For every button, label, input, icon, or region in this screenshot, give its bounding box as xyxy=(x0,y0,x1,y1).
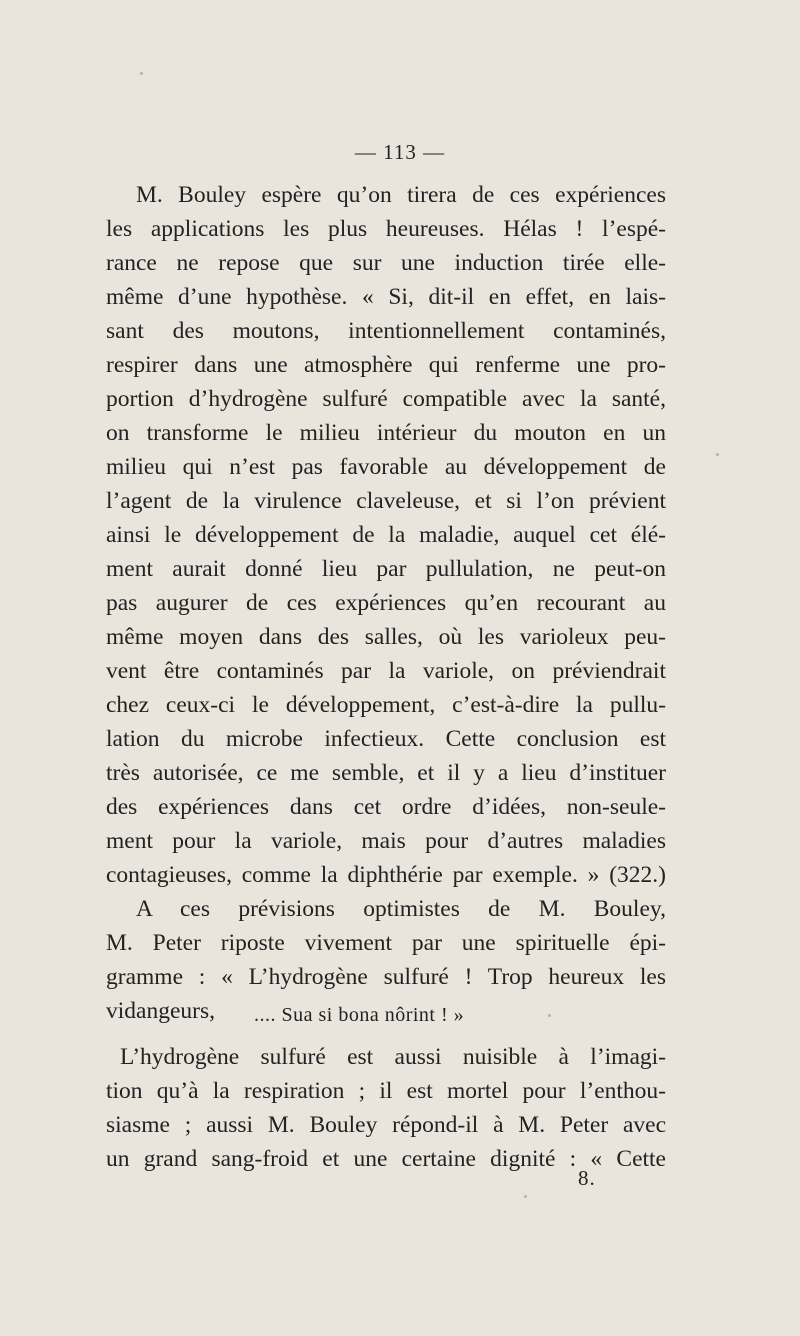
text-line: M. Bouley espère qu’on tirera de ces expériences xyxy=(136,182,666,208)
paper-speck xyxy=(548,1014,551,1017)
text-line: tion qu’à la respiration ; il est mortel pour l’enthou- xyxy=(106,1078,666,1104)
page-number: — 113 — xyxy=(354,140,446,164)
text-line: siasme ; aussi M. Bouley répond-il à M. Peter avec xyxy=(106,1112,666,1138)
text-line: respirer dans une atmosphère qui renferme une pro- xyxy=(106,352,666,378)
text-line: milieu qui n’est pas favorable au développement de xyxy=(106,454,666,480)
text-line: même moyen dans des salles, où les varioleux peu- xyxy=(106,624,666,650)
paper-speck xyxy=(524,1195,527,1198)
text-line: des expériences dans cet ordre d’idées, non-seule- xyxy=(106,794,666,820)
text-line: chez ceux-ci le développement, c’est-à-dire la pullu- xyxy=(106,692,666,718)
text-line: ment aurait donné lieu par pullulation, ne peut-on xyxy=(106,556,666,582)
text-line: vidangeurs, xyxy=(106,998,215,1024)
text-line: on transforme le milieu intérieur du mouton en un xyxy=(106,420,666,446)
text-line: ainsi le développement de la maladie, auquel cet élé- xyxy=(106,522,666,548)
signature-mark: 8. xyxy=(578,1166,596,1190)
text-line: un grand sang-froid et une certaine dignité : « Cette xyxy=(106,1146,666,1172)
text-line: très autorisée, ce me semble, et il y a lieu d’instituer xyxy=(106,760,666,786)
text-line: L’hydrogène sulfuré est aussi nuisible à l’imagi- xyxy=(120,1044,666,1070)
text-line: rance ne repose que sur une induction tirée elle- xyxy=(106,250,666,276)
text-line: A ces prévisions optimistes de M. Bouley, xyxy=(136,896,666,922)
text-line: même d’une hypothèse. « Si, dit-il en effet, en lais- xyxy=(106,284,666,310)
text-line: sant des moutons, intentionnellement contaminés, xyxy=(106,318,666,344)
text-line: contagieuses, comme la diphthérie par exemple. » (322.) xyxy=(106,862,666,888)
text-line: ment pour la variole, mais pour d’autres maladies xyxy=(106,828,666,854)
text-line: les applications les plus heureuses. Hélas ! l’espé- xyxy=(106,216,666,242)
text-line: vent être contaminés par la variole, on préviendrait xyxy=(106,658,666,684)
text-line: portion d’hydrogène sulfuré compatible avec la santé, xyxy=(106,386,666,412)
text-line: lation du microbe infectieux. Cette conclusion est xyxy=(106,726,666,752)
text-line: gramme : « L’hydrogène sulfuré ! Trop heureux les xyxy=(106,964,666,990)
text-line: l’agent de la virulence claveleuse, et si l’on prévient xyxy=(106,488,666,514)
latin-quote: .... Sua si bona nôrint ! » xyxy=(254,1004,465,1026)
text-line: pas augurer de ces expériences qu’en recourant au xyxy=(106,590,666,616)
paper-speck xyxy=(716,453,719,456)
text-line: M. Peter riposte vivement par une spirituelle épi- xyxy=(106,930,666,956)
paper-speck xyxy=(140,72,143,75)
